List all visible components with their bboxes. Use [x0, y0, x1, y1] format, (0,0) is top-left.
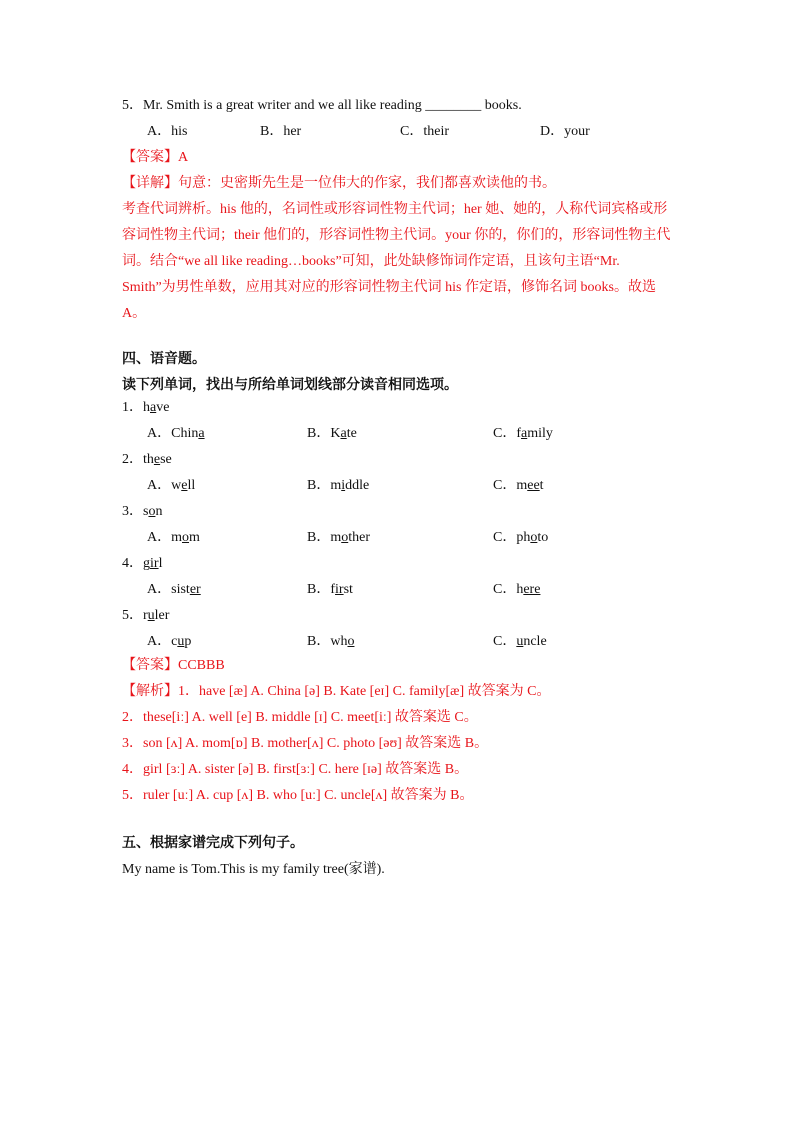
word-segment: th [143, 452, 154, 467]
option-b: B．her [260, 124, 302, 139]
word-segment: te [346, 426, 357, 441]
analysis-line: 3．son [ʌ] A. mom[ɒ] B. mother[ʌ] C. photo [əʊ] 故答案选 B。 [122, 736, 489, 751]
word-segment: ther [348, 530, 370, 545]
word-segment: f [516, 426, 522, 441]
phonetics-question [122, 554, 162, 574]
underlined-segment: ir [335, 582, 344, 597]
underlined-segment: a [521, 426, 528, 441]
option-label: C． [493, 426, 517, 441]
option-label: B． [307, 426, 331, 441]
analysis-line: 4．girl [ɜː] A. sister [ə] B. first[ɜː] C. here [ɪə] 故答案选 B。 [122, 762, 469, 777]
underlined-segment: i [341, 478, 346, 493]
word-segment: mily [527, 426, 553, 441]
word-segment: ve [156, 400, 170, 415]
section-4-title: 四、语音题。 [122, 352, 206, 367]
analysis-line: 2．these[iː] A. well [e] B. middle [ɪ] C. meet[iː] 故答案选 C。 [122, 710, 478, 725]
phonetics-option [493, 424, 553, 444]
explanation-line: Smith”为男性单数，应用其对应的形容词性物主代词 his 作定语，修饰名词 books。故选 [122, 280, 656, 295]
word-segment: w [171, 478, 182, 493]
underlined-segment: ere [523, 582, 541, 597]
phonetics-option [147, 528, 200, 548]
question-number: 3． [122, 504, 143, 519]
phonetics-option [147, 632, 191, 652]
explanation-line: 词。结合“we all like reading…books”可知，此处缺修饰词作定语，且该句主语“Mr. [122, 254, 620, 269]
section-5-title: 五、根据家谱完成下列句子。 [122, 836, 304, 851]
underlined-segment: o [182, 530, 190, 545]
word-segment: Chin [171, 426, 199, 441]
phonetics-option [307, 632, 354, 652]
underlined-segment: u [147, 608, 155, 623]
explanation-line: 考查代词辨析。his 他的，名词性或形容词性物主代词；her 她、她的，人称代词宾格或形 [122, 202, 668, 217]
phonetics-option [147, 580, 201, 600]
phonetics-question [122, 502, 162, 522]
underlined-segment: ee [527, 478, 540, 493]
word-segment: p [184, 634, 192, 649]
option-c: C．their [400, 124, 449, 139]
word-segment: g [143, 556, 150, 571]
word-segment: wh [330, 634, 348, 649]
question-number: 2． [122, 452, 143, 467]
option-label: B． [307, 634, 331, 649]
question-number: 5． [122, 608, 143, 623]
word-segment: K [330, 426, 341, 441]
word-segment: n [155, 504, 163, 519]
word-segment: t [539, 478, 544, 493]
underlined-segment: o [347, 634, 355, 649]
word-segment: l [158, 556, 163, 571]
underlined-segment: a [198, 426, 205, 441]
word-segment: h [516, 582, 524, 597]
word-segment: se [160, 452, 172, 467]
word-segment: ph [516, 530, 531, 545]
phonetics-option [493, 580, 540, 600]
word-segment: m [516, 478, 528, 493]
option-label: B． [307, 478, 331, 493]
option-label: C． [493, 582, 517, 597]
analysis-line: 5．ruler [uː] A. cup [ʌ] B. who [uː] C. uncle[ʌ] 故答案为 B。 [122, 788, 474, 803]
option-label: A． [147, 530, 172, 545]
word-segment: ler [154, 608, 170, 623]
word-segment: r [143, 608, 148, 623]
option-a: A．his [147, 124, 188, 139]
option-d: D．your [540, 124, 590, 139]
underlined-segment: er [189, 582, 201, 597]
word-segment: m [171, 530, 183, 545]
underlined-segment: e [153, 452, 161, 467]
underlined-segment: u [177, 634, 185, 649]
section-5-text: My name is Tom.This is my family tree(家谱). [122, 862, 385, 877]
question-number: 4． [122, 556, 143, 571]
underlined-segment: a [150, 400, 157, 415]
word-segment: ll [187, 478, 196, 493]
word-segment: m [330, 478, 342, 493]
word-segment: m [189, 530, 200, 545]
explanation-line: A。 [122, 306, 147, 321]
word-segment: s [143, 504, 149, 519]
question-5-stem: 5．Mr. Smith is a great writer and we all like reading ________ books. [122, 98, 522, 113]
phonetics-question [122, 450, 172, 470]
word-segment: f [330, 582, 336, 597]
phonetics-option [493, 528, 548, 548]
underlined-segment: o [341, 530, 349, 545]
phonetics-option [307, 580, 353, 600]
explanation-line: 【详解】句意：史密斯先生是一位伟大的作家，我们都喜欢读他的书。 [122, 176, 556, 191]
underlined-segment: o [148, 504, 156, 519]
underlined-segment: u [516, 634, 524, 649]
explanation-line: 容词性物主代词；their 他们的，形容词性物主代词。your 你的，你们的，形容词性物主代 [122, 228, 671, 243]
word-segment: ncle [523, 634, 547, 649]
phonetics-option [147, 424, 205, 444]
underlined-segment: ir [150, 556, 159, 571]
option-label: A． [147, 478, 172, 493]
phonetics-option [307, 424, 357, 444]
question-number: 1． [122, 400, 143, 415]
analysis-line: 【解析】1．have [æ] A. China [ə] B. Kate [eɪ] C. family[æ] 故答案为 C。 [122, 684, 551, 699]
phonetics-option [493, 476, 544, 496]
phonetics-question [122, 398, 169, 418]
word-segment: c [171, 634, 178, 649]
option-label: B． [307, 530, 331, 545]
word-segment: ddle [345, 478, 370, 493]
option-label: A． [147, 634, 172, 649]
word-segment: m [330, 530, 342, 545]
phonetics-option [147, 476, 195, 496]
word-segment: to [537, 530, 549, 545]
option-label: C． [493, 634, 517, 649]
section-4-instruction: 读下列单词，找出与所给单词划线部分读音相同选项。 [122, 378, 458, 393]
underlined-segment: e [181, 478, 188, 493]
phonetics-option [493, 632, 547, 652]
option-label: C． [493, 530, 517, 545]
answer-label: 【答案】A [122, 150, 189, 165]
option-label: B． [307, 582, 331, 597]
underlined-segment: a [340, 426, 347, 441]
word-segment: sist [171, 582, 190, 597]
word-segment: h [143, 400, 150, 415]
section-4-answer: 【答案】CCBBB [122, 658, 225, 673]
phonetics-option [307, 528, 370, 548]
option-label: C． [493, 478, 517, 493]
phonetics-option [307, 476, 369, 496]
option-label: A． [147, 582, 172, 597]
word-segment: st [343, 582, 353, 597]
option-label: A． [147, 426, 172, 441]
phonetics-question [122, 606, 169, 626]
underlined-segment: o [530, 530, 538, 545]
